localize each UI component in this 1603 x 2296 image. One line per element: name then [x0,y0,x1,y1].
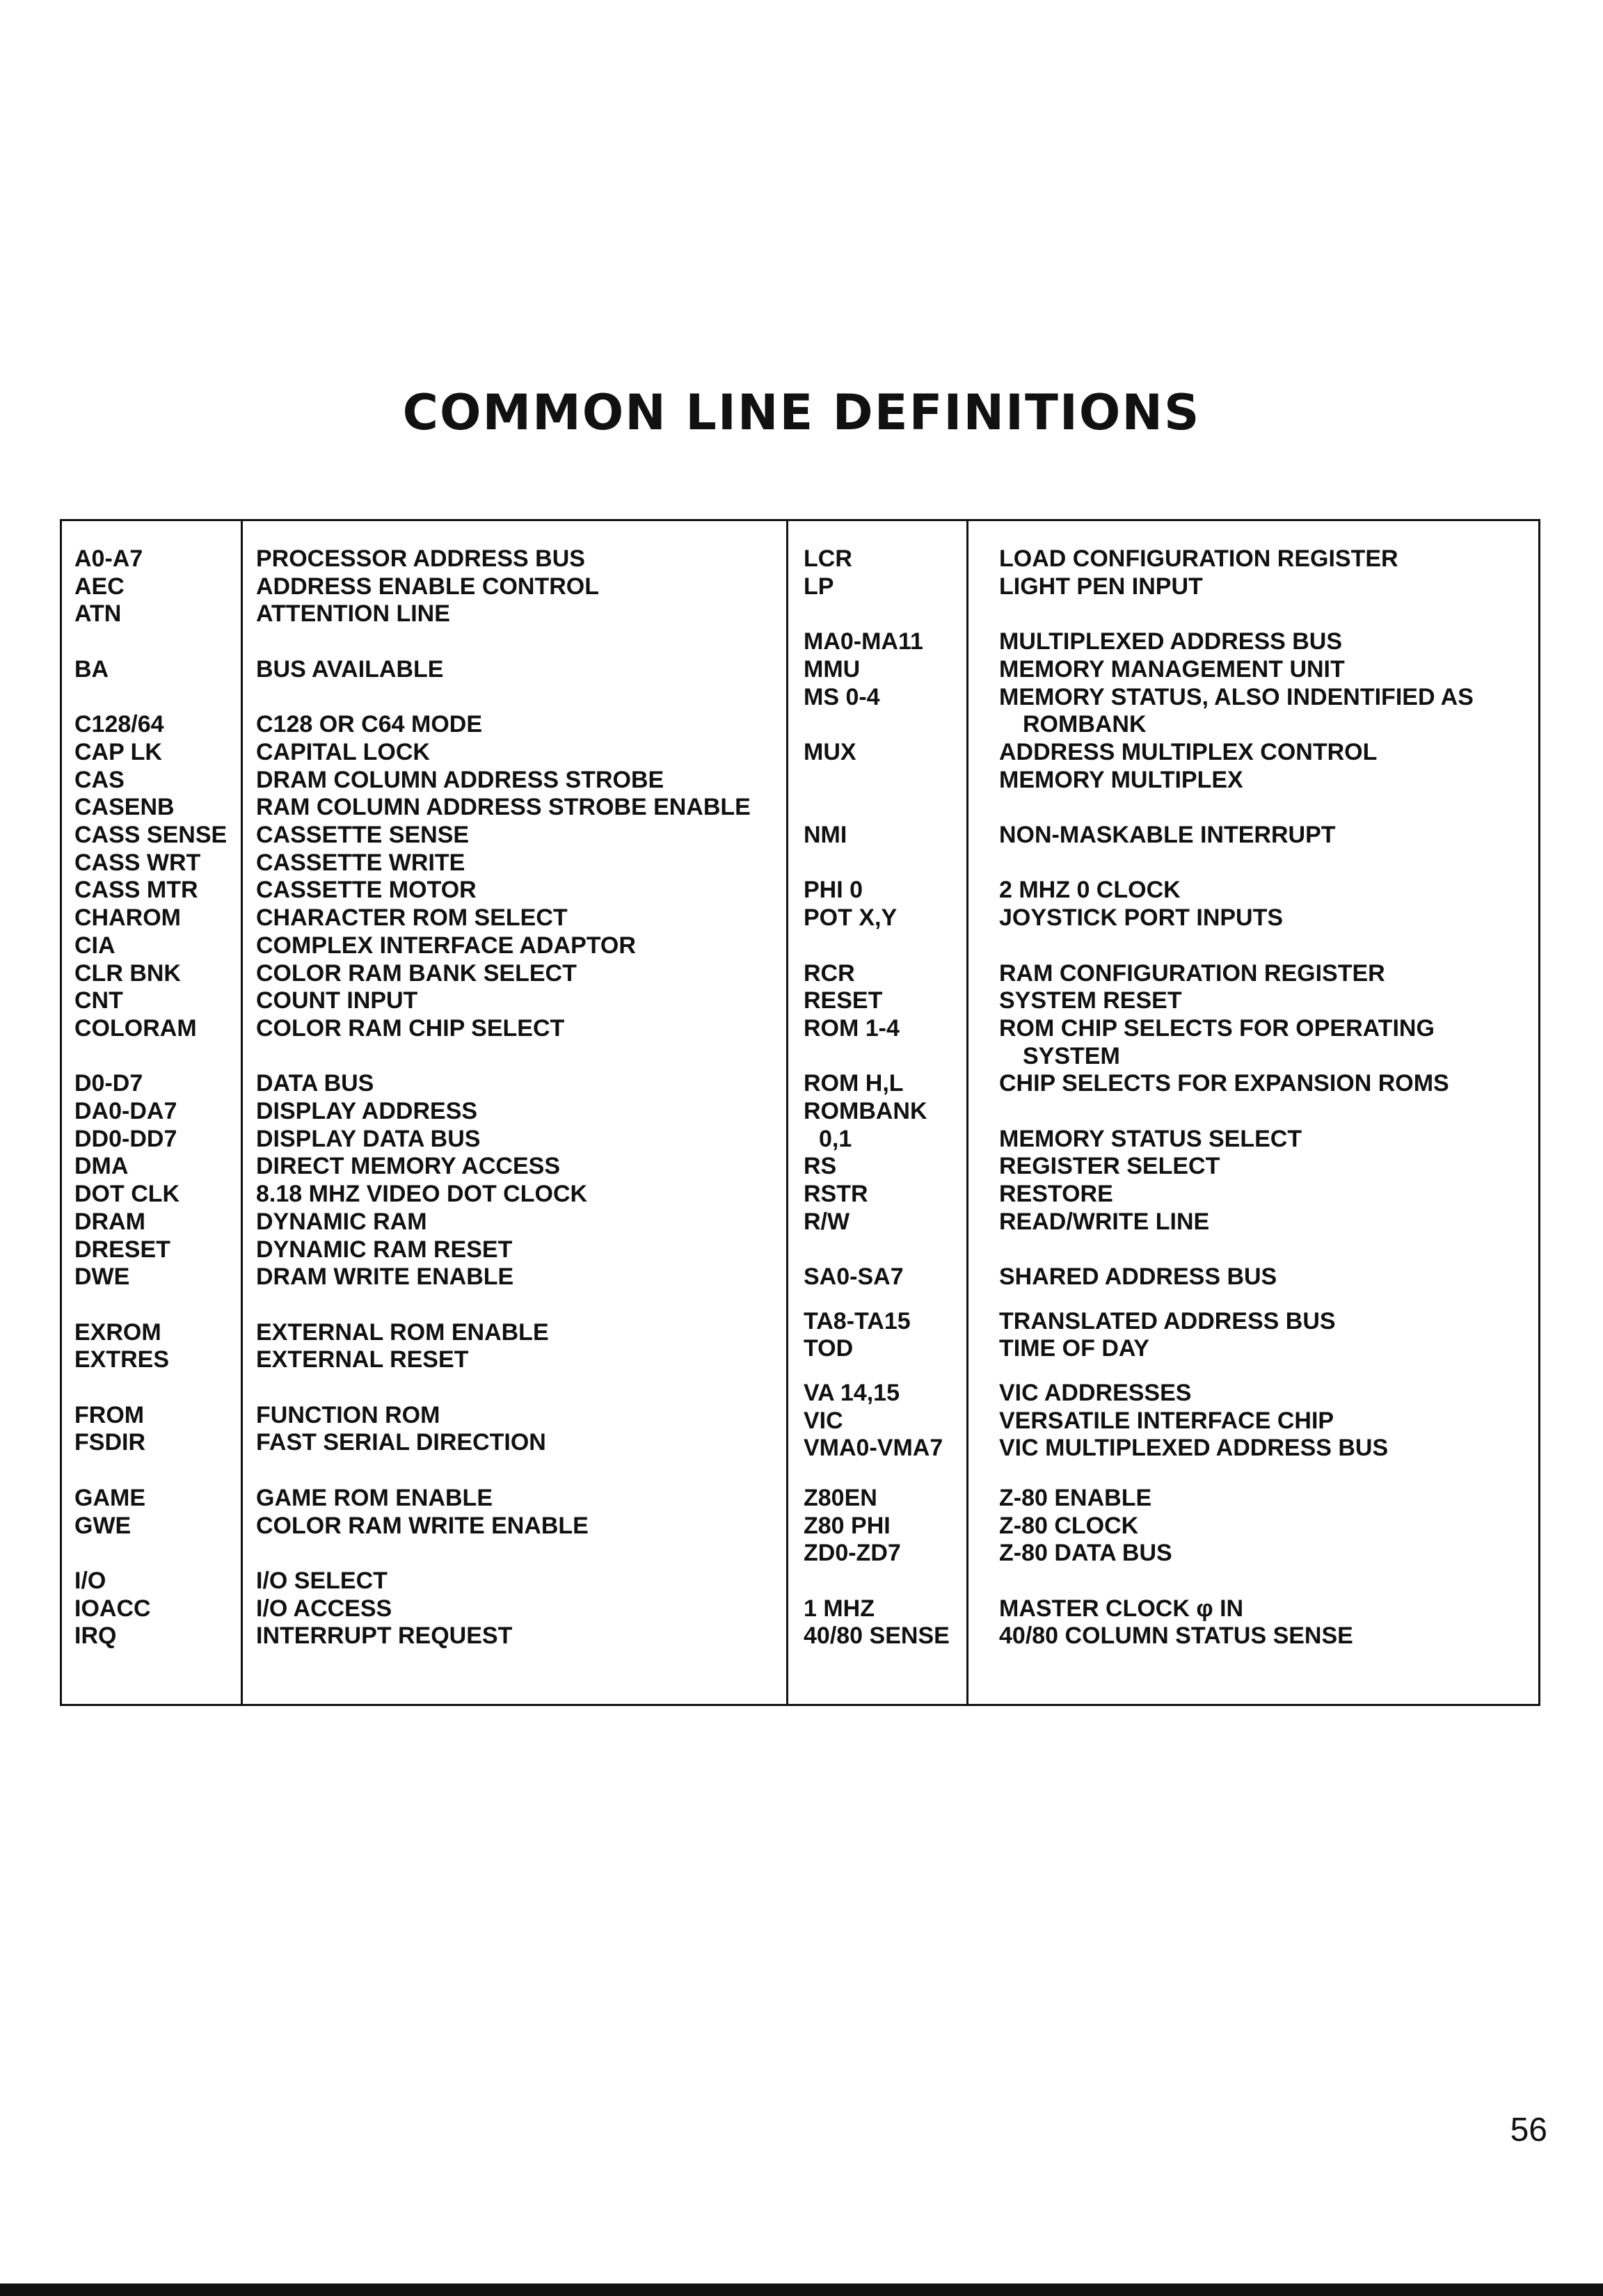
line-definition: BUS AVAILABLE [256,656,444,683]
line-definition: 2 MHZ 0 CLOCK [999,877,1181,903]
line-definition: SYSTEM [1023,1043,1120,1069]
line-definition: MULTIPLEXED ADDRESS BUS [999,628,1343,655]
line-definition: SYSTEM RESET [999,987,1182,1014]
line-definition: CAPITAL LOCK [256,739,430,765]
line-definition: ROMBANK [1023,711,1147,738]
line-definition: Z-80 ENABLE [999,1485,1152,1511]
line-definition: C128 OR C64 MODE [256,711,482,738]
line-code: D0-D7 [74,1070,143,1097]
line-definition: ROM CHIP SELECTS FOR OPERATING [999,1015,1435,1042]
line-code: GAME [74,1485,145,1511]
line-definition: EXTERNAL RESET [256,1346,469,1373]
line-definition: ADDRESS MULTIPLEX CONTROL [999,739,1378,765]
line-code: DD0-DD7 [74,1126,177,1152]
line-definition: Z-80 CLOCK [999,1513,1139,1539]
line-code: LCR [804,545,852,572]
line-code: CASS WRT [74,850,201,876]
line-code: MA0-MA11 [804,628,923,655]
line-definition: I/O ACCESS [256,1595,392,1622]
line-definition: DIRECT MEMORY ACCESS [256,1153,561,1179]
line-definition: CHARACTER ROM SELECT [256,904,568,931]
line-definition: VIC MULTIPLEXED ADDRESS BUS [999,1435,1389,1461]
line-definition: INTERRUPT REQUEST [256,1623,513,1649]
line-code: CIA [74,932,115,959]
line-code: TOD [804,1335,854,1362]
line-definition: DYNAMIC RAM [256,1209,427,1235]
line-code: CLR BNK [74,960,181,987]
line-code: CAP LK [74,739,162,765]
line-definition: VIC ADDRESSES [999,1380,1192,1406]
line-definition: DATA BUS [256,1070,374,1097]
line-code: EXTRES [74,1346,170,1373]
line-definition: CASSETTE SENSE [256,822,470,848]
line-code: C128/64 [74,711,164,738]
line-definition: FAST SERIAL DIRECTION [256,1429,546,1456]
line-code: RS [804,1153,837,1179]
line-definition: ADDRESS ENABLE CONTROL [256,573,600,600]
line-definition: LOAD CONFIGURATION REGISTER [999,545,1398,572]
line-code: 0,1 [819,1126,852,1152]
line-code: NMI [804,822,847,848]
line-code: R/W [804,1209,850,1235]
line-definition: DRAM WRITE ENABLE [256,1263,514,1290]
line-code: 1 MHZ [804,1595,875,1622]
column-divider [966,519,968,1706]
line-definition: PROCESSOR ADDRESS BUS [256,545,585,572]
line-code: Z80EN [804,1485,877,1511]
line-code: DA0-DA7 [74,1098,177,1124]
line-definition: MASTER CLOCK φ IN [999,1595,1244,1622]
line-definition: Z-80 DATA BUS [999,1540,1172,1566]
line-definition: REGISTER SELECT [999,1153,1220,1179]
line-definition: DRAM COLUMN ADDRESS STROBE [256,767,664,793]
line-definition: CASSETTE WRITE [256,850,465,876]
line-code: PHI 0 [804,877,863,903]
line-definition: NON-MASKABLE INTERRUPT [999,822,1336,848]
line-definition: VERSATILE INTERFACE CHIP [999,1408,1334,1434]
bottom-rule [0,2283,1603,2296]
line-code: SA0-SA7 [804,1263,904,1290]
line-definition: MEMORY MANAGEMENT UNIT [999,656,1345,683]
line-definition: DISPLAY ADDRESS [256,1098,478,1124]
line-code: CAS [74,767,125,793]
line-code: I/O [74,1568,106,1594]
line-code: AEC [74,573,125,600]
line-definition: 40/80 COLUMN STATUS SENSE [999,1623,1353,1649]
line-code: MUX [804,739,856,765]
line-definition: COLOR RAM BANK SELECT [256,960,577,987]
line-code: COLORAM [74,1015,197,1042]
line-definition: COLOR RAM WRITE ENABLE [256,1513,589,1539]
column-divider [786,519,788,1706]
line-code: TA8-TA15 [804,1308,911,1334]
line-definition: CHIP SELECTS FOR EXPANSION ROMS [999,1070,1449,1097]
line-code: IRQ [74,1623,117,1649]
line-definition: COUNT INPUT [256,987,418,1014]
line-code: ROM 1-4 [804,1015,900,1042]
line-code: DOT CLK [74,1181,180,1207]
line-code: 40/80 SENSE [804,1623,950,1649]
line-definition: DISPLAY DATA BUS [256,1126,481,1152]
line-code: FROM [74,1402,145,1428]
line-definition: TRANSLATED ADDRESS BUS [999,1308,1336,1334]
line-definition: GAME ROM ENABLE [256,1485,493,1511]
line-code: IOACC [74,1595,151,1622]
line-code: DWE [74,1263,130,1290]
line-code: RESET [804,987,883,1014]
line-definition: 8.18 MHZ VIDEO DOT CLOCK [256,1181,588,1207]
line-definition: COMPLEX INTERFACE ADAPTOR [256,932,636,959]
line-code: DRESET [74,1236,170,1263]
line-code: CHAROM [74,904,181,931]
column-divider [241,519,243,1706]
line-code: BA [74,656,109,683]
line-definition: TIME OF DAY [999,1335,1149,1362]
line-code: Z80 PHI [804,1513,891,1539]
line-code: DMA [74,1153,129,1179]
line-code: FSDIR [74,1429,145,1456]
line-definition: RAM CONFIGURATION REGISTER [999,960,1385,987]
line-definition: MEMORY MULTIPLEX [999,767,1243,793]
line-code: A0-A7 [74,545,143,572]
line-definition: FUNCTION ROM [256,1402,440,1428]
line-definition: JOYSTICK PORT INPUTS [999,904,1284,931]
line-code: CASS SENSE [74,822,228,848]
line-code: DRAM [74,1209,145,1235]
line-code: MS 0-4 [804,684,880,710]
line-code: RSTR [804,1181,868,1207]
line-code: ROM H,L [804,1070,904,1097]
line-code: CASS MTR [74,877,198,903]
line-code: VMA0-VMA7 [804,1435,943,1461]
page-title: COMMON LINE DEFINITIONS [402,384,1201,441]
line-code: POT X,Y [804,904,898,931]
line-definition: RESTORE [999,1181,1113,1207]
line-definition: ATTENTION LINE [256,600,450,627]
line-definition: CASSETTE MOTOR [256,877,477,903]
line-code: CNT [74,987,123,1014]
line-definition: SHARED ADDRESS BUS [999,1263,1277,1290]
line-code: VIC [804,1408,843,1434]
line-code: EXROM [74,1319,161,1346]
line-definition: LIGHT PEN INPUT [999,573,1203,600]
line-definition: COLOR RAM CHIP SELECT [256,1015,565,1042]
line-definition: DYNAMIC RAM RESET [256,1236,513,1263]
line-definition: I/O SELECT [256,1568,388,1594]
line-code: ROMBANK [804,1098,927,1124]
line-definition: READ/WRITE LINE [999,1209,1210,1235]
line-code: ZD0-ZD7 [804,1540,901,1566]
line-code: GWE [74,1513,131,1539]
page-number: 56 [1510,2112,1547,2148]
line-definition: RAM COLUMN ADDRESS STROBE ENABLE [256,794,751,820]
line-definition: MEMORY STATUS, ALSO INDENTIFIED AS [999,684,1474,710]
line-code: LP [804,573,834,600]
line-code: VA 14,15 [804,1380,900,1406]
line-code: RCR [804,960,855,987]
line-code: MMU [804,656,861,683]
line-definition: EXTERNAL ROM ENABLE [256,1319,549,1346]
line-code: CASENB [74,794,175,820]
line-code: ATN [74,600,122,627]
line-definition: MEMORY STATUS SELECT [999,1126,1302,1152]
